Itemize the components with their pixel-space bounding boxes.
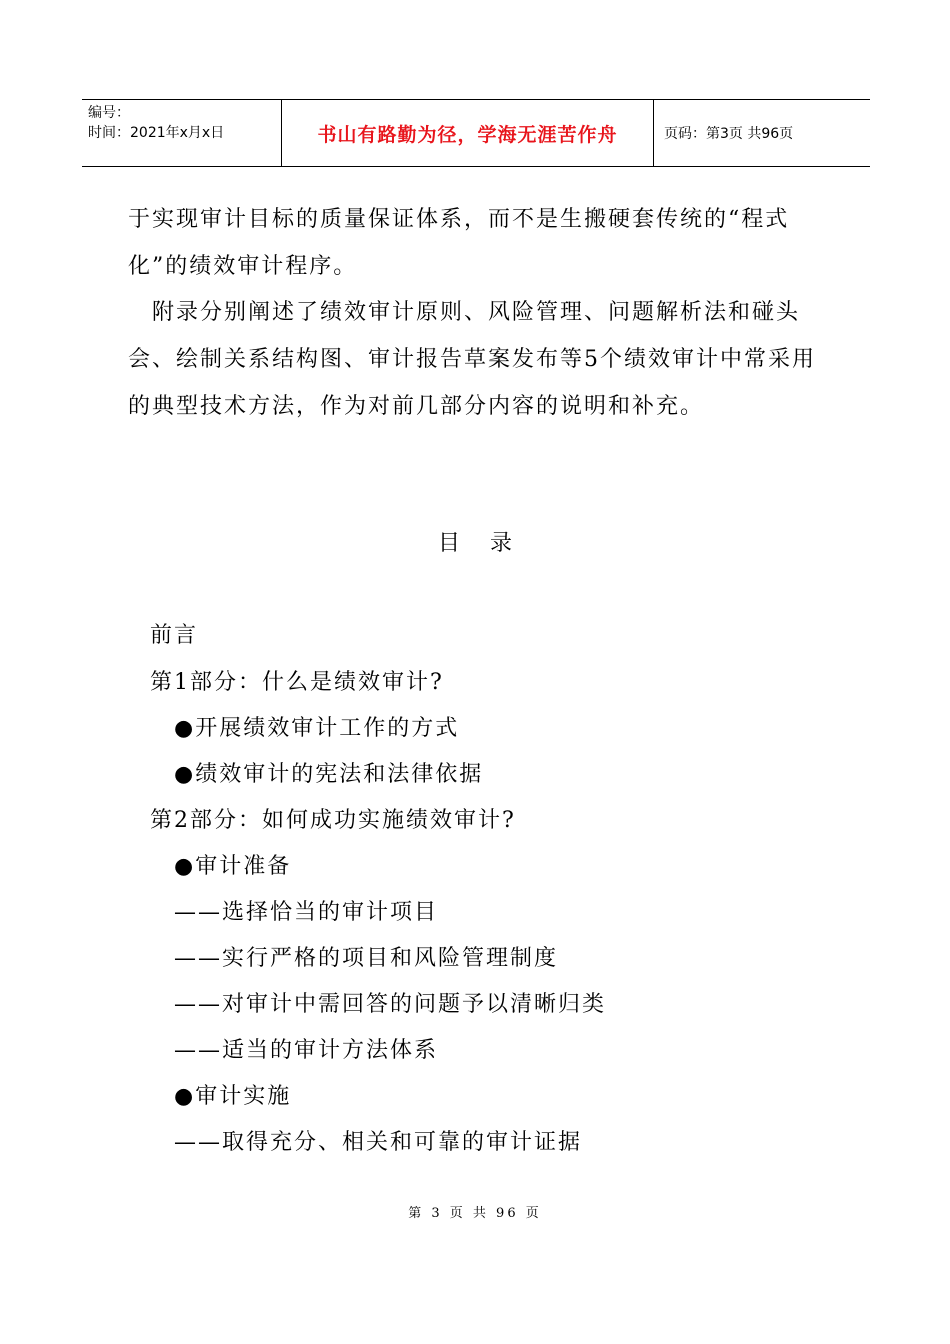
toc-title: 目录 bbox=[437, 531, 542, 556]
toc-item: ——对审计中需回答的问题予以清晰归类 bbox=[174, 992, 607, 1017]
toc-item: ——选择恰当的审计项目 bbox=[174, 900, 439, 925]
header-table bbox=[82, 99, 870, 167]
toc-item: 第1部分：什么是绩效审计? bbox=[150, 670, 444, 695]
date-label: 时间：2021年x月x日 bbox=[88, 125, 225, 141]
toc-item: ●开展绩效审计工作的方式 bbox=[174, 716, 460, 741]
number-label: 编号： bbox=[88, 105, 130, 121]
toc-item: ——实行严格的项目和风险管理制度 bbox=[174, 946, 559, 971]
toc-item: 前言 bbox=[150, 623, 199, 648]
body-paragraph-1: 于实现审计目标的质量保证体系，而不是生搬硬套传统的“程式化”的绩效审计程序。 bbox=[128, 207, 790, 279]
toc-item: ●审计实施 bbox=[174, 1084, 292, 1109]
toc-item: ●绩效审计的宪法和法律依据 bbox=[174, 762, 484, 787]
toc-item: ●审计准备 bbox=[174, 854, 292, 879]
header-slogan: 书山有路勤为径，学海无涯苦作舟 bbox=[282, 100, 654, 166]
body-paragraph-2: 附录分别阐述了绩效审计原则、风险管理、问题解析法和碰头会、绘制关系结构图、审计报告草案发布等5个绩效审计中常采用的典型技术方法，作为对前几部分内容的说明和补充。 bbox=[128, 300, 816, 419]
header-meta-cell bbox=[82, 100, 282, 166]
toc-item: ——适当的审计方法体系 bbox=[174, 1038, 439, 1063]
page-footer: 第 3 页 共 96 页 bbox=[408, 1206, 542, 1221]
toc-item: 第2部分：如何成功实施绩效审计? bbox=[150, 808, 516, 833]
toc-item: ——取得充分、相关和可靠的审计证据 bbox=[174, 1130, 583, 1155]
header-page-info: 页码：第3页 共96页 bbox=[664, 126, 794, 142]
